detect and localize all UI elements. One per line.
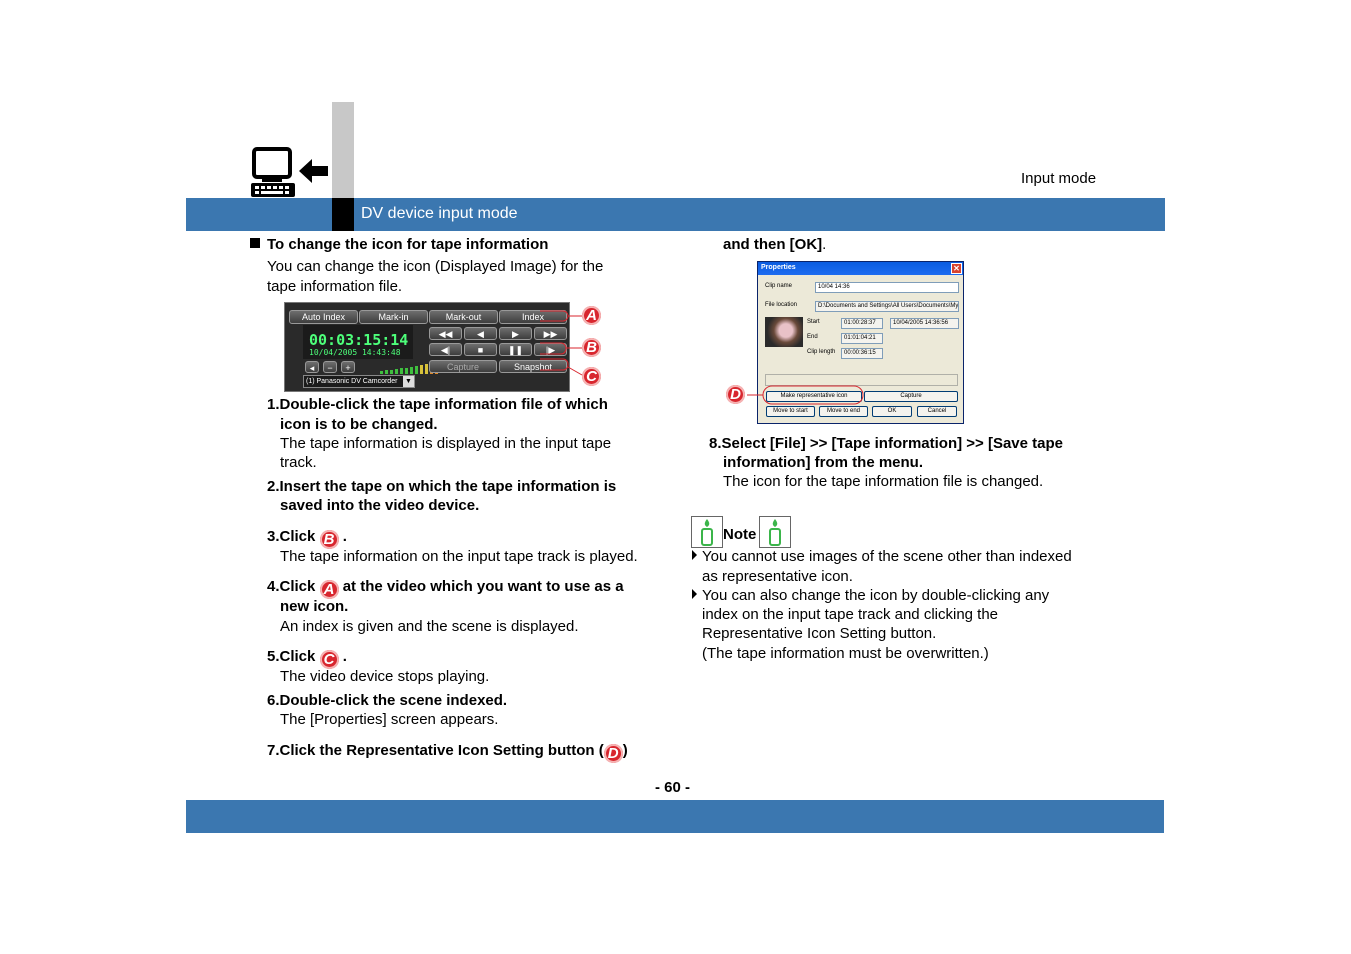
step6: 6.Double-click the scene indexed. — [267, 692, 508, 709]
step7-close: ) — [622, 742, 628, 759]
dialog-title: Properties — [761, 264, 796, 271]
note2-line4: (The tape information must be overwritten.) — [702, 645, 989, 662]
step3 — [267, 527, 347, 549]
volume-up-button[interactable]: + — [341, 361, 355, 373]
bullet-triangle-icon — [692, 550, 697, 560]
step7-cont-period: . — [822, 236, 827, 253]
step5 — [267, 647, 347, 669]
step1-desc-2: track. — [280, 454, 317, 471]
step4-line1 — [267, 577, 624, 599]
clip-name-label: Clip name — [765, 283, 793, 289]
intro-line-2: tape information file. — [267, 278, 403, 295]
step1-line1: 1.Double-click the tape information file of which — [267, 396, 608, 413]
make-representative-icon-button[interactable]: Make representative icon — [766, 391, 862, 402]
note-candle-icon-right — [759, 516, 791, 548]
ok-button[interactable]: OK — [872, 406, 912, 417]
player-screenshot — [284, 302, 570, 392]
step-back-button[interactable]: ◀| — [429, 343, 462, 356]
start-field: 01:00:28:37 — [841, 318, 883, 329]
end-label: End — [807, 334, 818, 340]
marker-b-inline: B — [320, 530, 339, 549]
mode-label: Input mode — [1021, 170, 1097, 187]
marker-c-inline: C — [320, 650, 339, 669]
step3-label: 3.Click — [267, 528, 316, 545]
step4-label-cont: at the video which you want to use as a — [342, 578, 624, 595]
step7-cont-text: and then [OK] — [723, 236, 823, 253]
marker-a: A — [582, 306, 601, 325]
note2-line2: index on the input tape track and clicking the — [702, 606, 999, 623]
step5-period: . — [342, 648, 347, 665]
play-button[interactable]: ▶ — [499, 327, 532, 340]
start-date-field: 10/04/2005 14:36:56 — [890, 318, 959, 329]
page-number: - 60 - — [655, 779, 691, 796]
timecode: 00:03:15:14 — [309, 331, 409, 349]
marker-d-callout-line — [745, 385, 865, 405]
step7 — [267, 741, 628, 763]
section-title-black-block — [332, 198, 354, 231]
step1-line2: icon is to be changed. — [280, 416, 438, 433]
clip-length-field: 00:00:36:15 — [841, 348, 883, 359]
marker-d: D — [726, 385, 745, 404]
marker-a-inline: A — [320, 580, 339, 599]
computer-input-icon — [250, 147, 330, 199]
move-to-end-button[interactable]: Move to end — [819, 406, 868, 417]
intro-line-1: You can change the icon (Displayed Image) for the — [267, 258, 604, 275]
mark-in-button[interactable]: Mark-in — [359, 310, 428, 324]
note1-line1: You cannot use images of the scene other than indexed — [702, 548, 1072, 565]
step1-desc-1: The tape information is displayed in the input tape — [280, 435, 612, 452]
capture-button[interactable]: Capture — [429, 360, 497, 373]
cancel-button[interactable]: Cancel — [917, 406, 957, 417]
pause-button[interactable]: ❚❚ — [499, 343, 532, 356]
note2-line1: You can also change the icon by double-clicking any — [702, 587, 1050, 604]
clip-name-field[interactable]: 10/04 14:36 — [815, 282, 959, 293]
capture-button-dialog[interactable]: Capture — [864, 391, 958, 402]
step4-line2: new icon. — [280, 598, 349, 615]
header-gray-column — [332, 102, 354, 198]
step8-line2: information] from the menu. — [723, 454, 923, 471]
auto-index-button[interactable]: Auto Index — [289, 310, 358, 324]
rewind-button[interactable]: ◀◀ — [429, 327, 462, 340]
marker-c: C — [582, 367, 601, 386]
fast-forward-button[interactable]: ▶▶ — [534, 327, 567, 340]
note-candle-icon — [691, 516, 723, 548]
step6-desc: The [Properties] screen appears. — [280, 711, 499, 728]
clip-length-label: Clip length — [807, 349, 836, 355]
marker-d-inline: D — [604, 744, 623, 763]
volume-down-button[interactable]: − — [323, 361, 337, 373]
index-button[interactable]: Index — [499, 310, 567, 324]
step4-label: 4.Click — [267, 578, 316, 595]
step7-label: 7.Click the Representative Icon Setting button ( — [267, 742, 604, 759]
heading-bullet-icon — [250, 238, 260, 248]
step8-desc: The icon for the tape information file is changed. — [723, 473, 1044, 490]
step2-line1: 2.Insert the tape on which the tape information is — [267, 478, 617, 495]
step4-desc: An index is given and the scene is displayed. — [280, 618, 579, 635]
step7-continued — [723, 235, 826, 254]
speaker-button[interactable]: ◂ — [305, 361, 319, 373]
start-label: Start — [807, 319, 820, 325]
move-to-start-button[interactable]: Move to start — [766, 406, 815, 417]
chevron-down-icon[interactable]: ▼ — [403, 376, 414, 387]
play-reverse-button[interactable]: ◀ — [464, 327, 497, 340]
step8-line1: 8.Select [File] >> [Tape information] >> [Save tape — [709, 435, 1063, 452]
footer-band — [186, 800, 1164, 833]
close-icon[interactable]: ✕ — [951, 263, 962, 274]
date-time: 10/04/2005 14:43:48 — [309, 348, 401, 357]
end-field: 01:01:04:21 — [841, 333, 883, 344]
representative-thumbnail — [765, 317, 803, 347]
note-label: Note — [723, 526, 757, 543]
step2-line2: saved into the video device. — [280, 497, 480, 514]
device-select[interactable] — [303, 375, 415, 388]
dialog-titlebar — [758, 262, 963, 275]
snapshot-button[interactable]: Snapshot — [499, 360, 567, 373]
note1-line2: as representative icon. — [702, 568, 853, 585]
marker-b: B — [582, 338, 601, 357]
stop-button[interactable]: ■ — [464, 343, 497, 356]
bullet-triangle-icon — [692, 589, 697, 599]
section-title: DV device input mode — [361, 205, 518, 222]
step5-label: 5.Click — [267, 648, 316, 665]
step-forward-button[interactable]: |▶ — [534, 343, 567, 356]
section-heading: To change the icon for tape information — [267, 236, 549, 253]
file-location-label: File location — [765, 302, 798, 308]
step3-desc: The tape information on the input tape track is played. — [280, 548, 638, 565]
step5-desc: The video device stops playing. — [280, 668, 490, 685]
mark-out-button[interactable]: Mark-out — [429, 310, 498, 324]
timecode-display — [303, 325, 413, 359]
device-select-value: (1) Panasonic DV Camcorder — [306, 378, 398, 385]
file-location-field: D:\Documents and Settings\All Users\Documents\My — [815, 301, 959, 312]
step3-period: . — [342, 528, 347, 545]
note2-line3: Representative Icon Setting button. — [702, 625, 937, 642]
